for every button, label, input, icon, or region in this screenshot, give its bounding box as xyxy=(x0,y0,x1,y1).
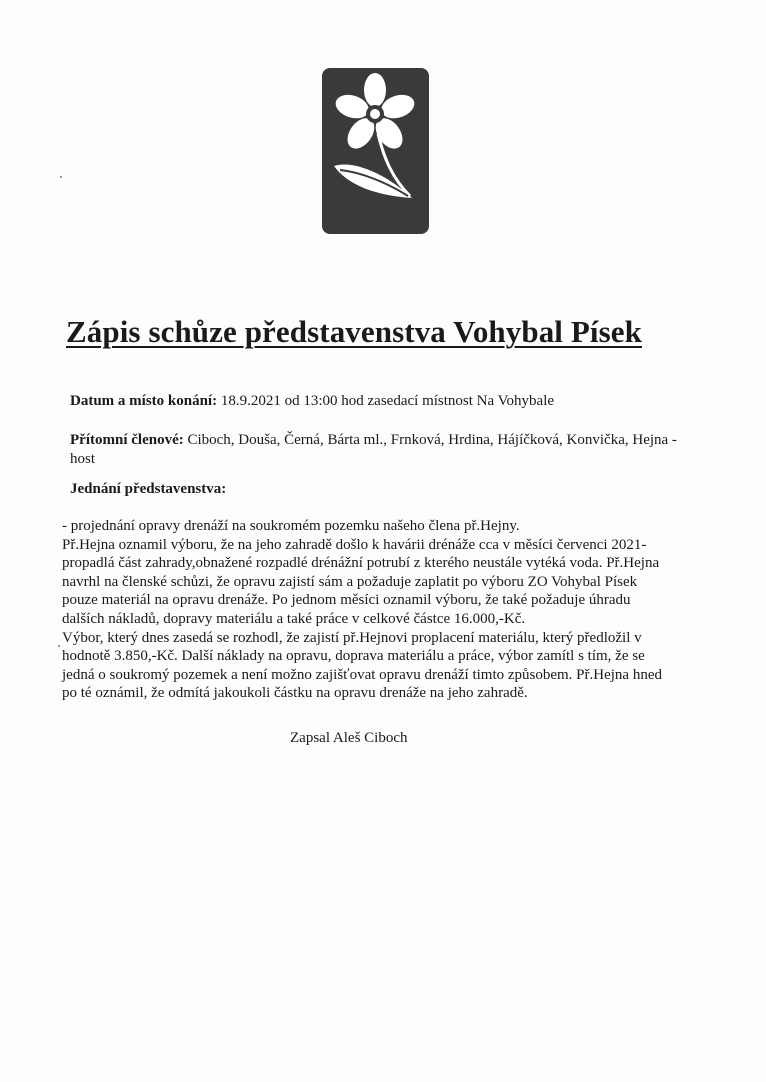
logo-label xyxy=(322,270,429,292)
body-line: Výbor, který dnes zasedá se rozhodl, že zajistí př.Hejnovi proplacení materiálu, který předložil v xyxy=(62,629,642,646)
body-line: Př.Hejna oznamil výboru, že na jeho zahradě došlo k havárii drénáže cca v měsíci červenci 2021- xyxy=(62,536,647,553)
members-info xyxy=(70,431,700,469)
scan-speck xyxy=(58,645,60,647)
members-label: Přítomní členové: xyxy=(70,432,184,448)
signature: Zapsal Aleš Ciboch xyxy=(290,730,408,746)
members-value: Ciboch, Douša, Černá, Bárta ml., Frnková, Hrdina, Hájíčková, Konvička, Hejna - host xyxy=(70,432,677,467)
minutes-body xyxy=(62,517,690,703)
body-line: dalších nákladů, dopravy materiálu a také práce v celkové částce 16.000,-Kč. xyxy=(62,610,526,627)
body-line: po té oznámil, že odmítá jakoukoli částku na opravu drenáže na jeho zahradě. xyxy=(62,685,528,702)
logo-text: ČZS xyxy=(350,270,401,292)
meeting-value: 18.9.2021 od 13:00 hod zasedací místnost Na Vohybale xyxy=(220,393,555,409)
body-line: hodnotě 3.850,-Kč. Další náklady na opravu, doprava materiálu a práce, výbor zamítl s tím, že se xyxy=(62,648,645,665)
body-line: navrhl na členské schůzi, že opravu zajistí sám a požaduje zaplatit po výboru ZO Vohybal Písek xyxy=(62,573,638,590)
page-title: Zápis schůze představenstva Vohybal Písek xyxy=(66,314,642,349)
body-line: - projednání opravy drenáží na soukromém pozemku našeho člena př.Hejny. xyxy=(62,518,520,534)
body-line: jedná o soukromý pozemek a není možno zajišťovat opravu drenáží timto způsobem. Př.Hejna hned xyxy=(62,666,662,683)
scan-speck xyxy=(60,176,62,178)
section-heading: Jednání představenstva: xyxy=(70,481,227,497)
body-line: pouze materiál na opravu drenáže. Po jednom měsíci oznamil výboru, že také požaduje úhradu xyxy=(62,592,631,609)
body-line: propadlá část zahrady,obnažené rozpadlé drénážní potrubí z kterého neustále vytéká voda. Př.Hejna xyxy=(62,555,660,572)
czs-logo xyxy=(322,68,429,292)
meeting-info xyxy=(70,392,710,411)
flower-icon xyxy=(322,68,429,234)
meeting-label: Datum a místo konání: xyxy=(70,393,218,409)
